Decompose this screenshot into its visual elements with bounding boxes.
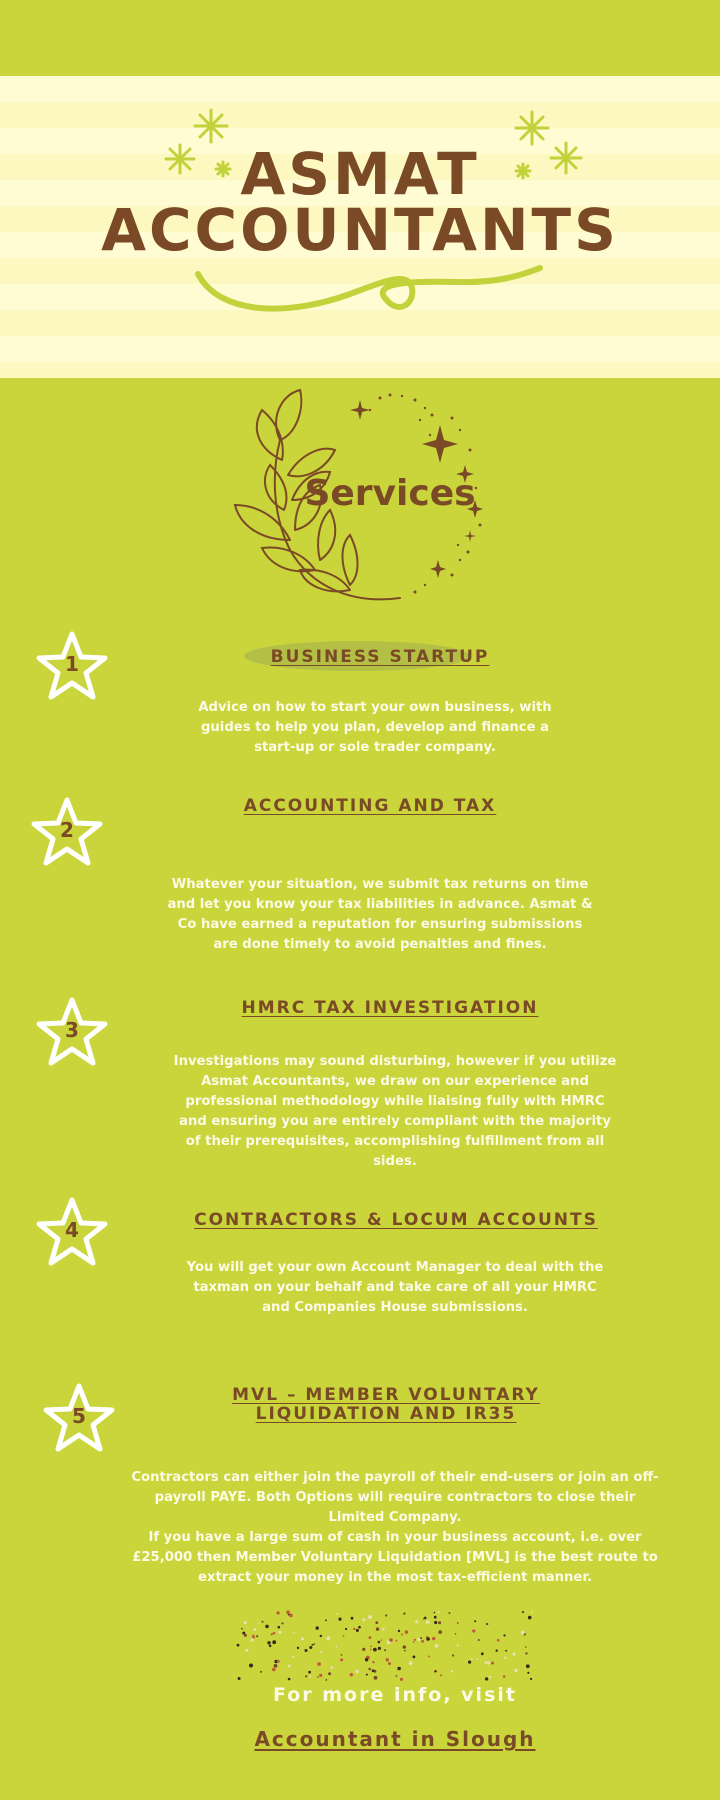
footer-link[interactable]: Accountant in Slough — [254, 1727, 536, 1751]
title-line-1: ASMAT — [240, 140, 480, 208]
star-badge-5 — [39, 1380, 119, 1460]
services-label: Services — [304, 473, 476, 514]
section-number: 2 — [60, 818, 74, 842]
section-heading-mvl-line-1: MVL – MEMBER VOLUNTARY — [232, 1385, 540, 1405]
footer-info-text: For more info, visit — [273, 1684, 517, 1706]
star-badge-1 — [32, 628, 112, 708]
section-body-contractors-locum: You will get your own Account Manager to deal with the taxman on your behalf and take care of all your HMRC and Companies House submissions. — [186, 1260, 604, 1315]
section-heading-business-startup: BUSINESS STARTUP — [270, 647, 490, 667]
section-heading-contractors-locum: CONTRACTORS & LOCUM ACCOUNTS — [194, 1210, 598, 1230]
star-badge-2 — [27, 794, 107, 874]
section-body-mvl: Contractors can either join the payroll of their end-users or join an off- payroll PAYE. Both Options will require contractors to close their Limited Company. If you have a large sum of cash in your business account, i.e. over £25,000 then Member Voluntary Liquidation [MVL] is the best route to extract your money in the most tax-efficient manner. — [131, 1470, 659, 1585]
section-body-business-startup: Advice on how to start your own business, with guides to help you plan, develop and finance a start-up or sole trader company. — [198, 700, 552, 755]
section-heading-accounting-tax: ACCOUNTING AND TAX — [243, 796, 497, 816]
section-number: 3 — [65, 1018, 79, 1042]
star-badge-3 — [32, 994, 112, 1074]
section-heading-mvl-line-2: LIQUIDATION AND IR35 — [255, 1404, 517, 1424]
flower-icon — [195, 110, 227, 142]
section-number: 1 — [65, 652, 79, 676]
title-line-2: ACCOUNTANTS — [101, 196, 619, 264]
confetti-dots-icon — [230, 1606, 550, 1686]
section-number: 4 — [65, 1218, 79, 1242]
section-number: 5 — [72, 1404, 86, 1428]
section-body-accounting-tax: Whatever your situation, we submit tax returns on time and let you know your tax liabilities in advance. Asmat & Co have earned a reputation for ensuring submissions are done timely to avoid penalties and fines. — [167, 877, 593, 952]
section-heading-hmrc-investigation: HMRC TAX INVESTIGATION — [241, 998, 539, 1018]
star-badge-4 — [32, 1194, 112, 1274]
ribbon-swirl-icon — [198, 268, 540, 309]
section-body-hmrc-investigation: Investigations may sound disturbing, however if you utilize Asmat Accountants, we draw on our experience and professional methodology while liaising fully with HMRC and ensuring you are entirely compliant with the majority of their prerequisites, accomplishing fulfillment from all sides. — [173, 1054, 617, 1169]
